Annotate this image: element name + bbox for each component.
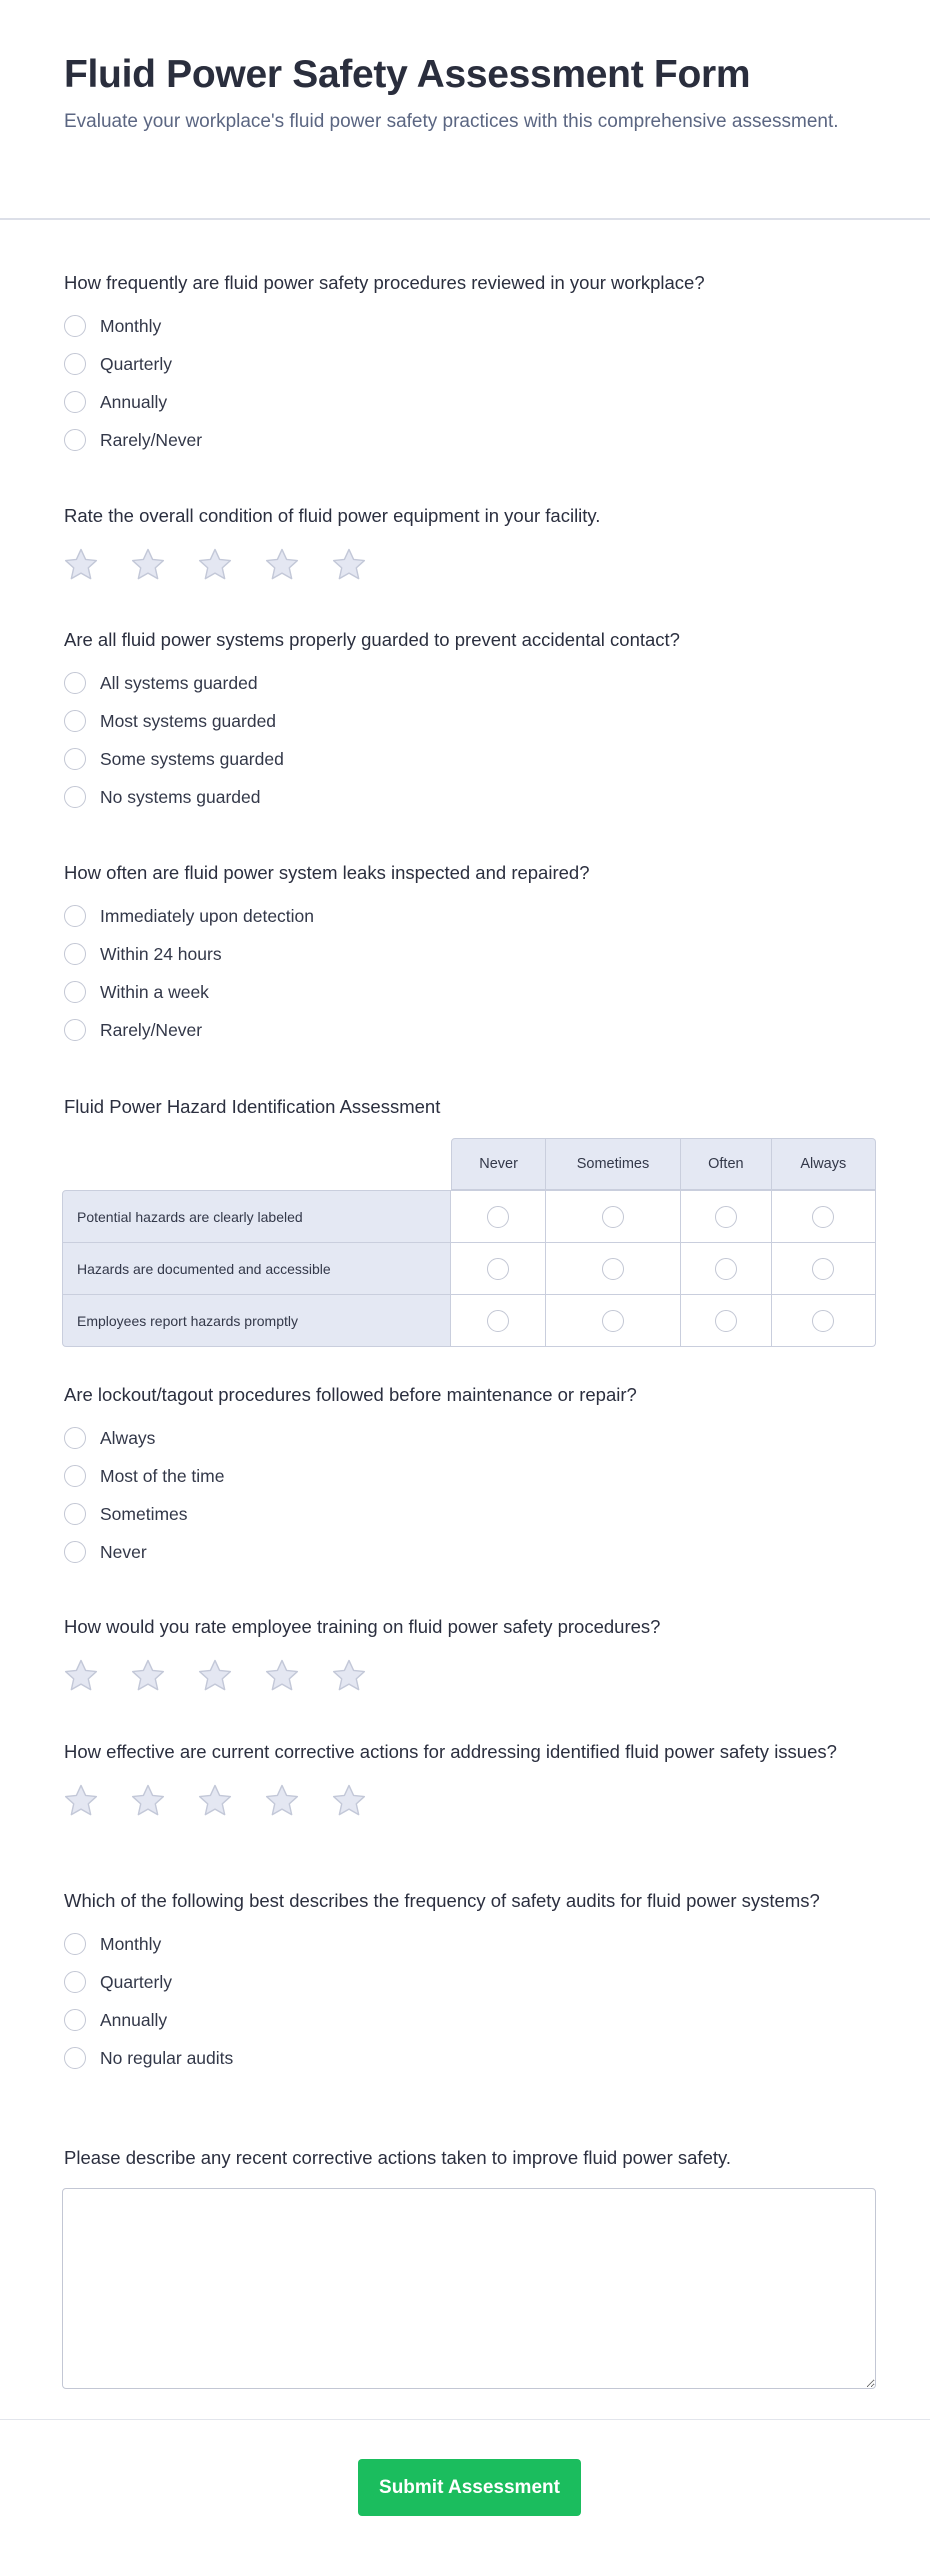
question-7 bbox=[64, 1614, 876, 1695]
matrix-cell bbox=[772, 1295, 876, 1347]
radio-button[interactable] bbox=[64, 1019, 86, 1041]
radio-option-label: Most of the time bbox=[100, 1465, 225, 1486]
radio-option-label: No regular audits bbox=[100, 2047, 234, 2068]
footer-divider bbox=[0, 2419, 930, 2420]
corrective-actions-textarea[interactable] bbox=[62, 2188, 876, 2389]
matrix-column-header: Often bbox=[681, 1138, 771, 1190]
radio-option-label: Within a week bbox=[100, 981, 209, 1002]
radio-button[interactable] bbox=[602, 1206, 624, 1228]
radio-option[interactable] bbox=[64, 973, 876, 1011]
radio-button[interactable] bbox=[64, 786, 86, 808]
radio-button[interactable] bbox=[812, 1206, 834, 1228]
radio-group bbox=[64, 1419, 876, 1571]
radio-button[interactable] bbox=[812, 1258, 834, 1280]
star-icon[interactable] bbox=[330, 1782, 368, 1820]
radio-button[interactable] bbox=[487, 1258, 509, 1280]
star-icon[interactable] bbox=[129, 546, 167, 584]
radio-button[interactable] bbox=[487, 1206, 509, 1228]
star-rating bbox=[64, 1657, 876, 1695]
star-icon[interactable] bbox=[196, 1657, 234, 1695]
radio-button[interactable] bbox=[812, 1310, 834, 1332]
radio-button[interactable] bbox=[715, 1206, 737, 1228]
radio-option[interactable] bbox=[64, 383, 876, 421]
matrix-column-header: Always bbox=[772, 1138, 876, 1190]
star-icon[interactable] bbox=[330, 1657, 368, 1695]
radio-option[interactable] bbox=[64, 702, 876, 740]
question-label: Are all fluid power systems properly guarded to prevent accidental contact? bbox=[64, 629, 680, 650]
question-1 bbox=[64, 270, 876, 459]
radio-option-label: Rarely/Never bbox=[100, 1019, 203, 1040]
star-rating bbox=[64, 546, 876, 584]
radio-option-label: Monthly bbox=[100, 315, 162, 336]
radio-button[interactable] bbox=[487, 1310, 509, 1332]
star-icon[interactable] bbox=[196, 546, 234, 584]
radio-button[interactable] bbox=[64, 943, 86, 965]
radio-button[interactable] bbox=[64, 1503, 86, 1525]
question-9 bbox=[64, 1888, 876, 2077]
radio-option[interactable] bbox=[64, 2001, 876, 2039]
question-label: Are lockout/tagout procedures followed before maintenance or repair? bbox=[64, 1384, 637, 1405]
radio-option[interactable] bbox=[64, 2039, 876, 2077]
question-8 bbox=[64, 1739, 876, 1820]
radio-button[interactable] bbox=[64, 429, 86, 451]
star-icon[interactable] bbox=[196, 1782, 234, 1820]
star-icon[interactable] bbox=[263, 546, 301, 584]
radio-option-label: Annually bbox=[100, 391, 168, 412]
radio-button[interactable] bbox=[64, 2047, 86, 2069]
radio-option-label: Always bbox=[100, 1427, 156, 1448]
radio-button[interactable] bbox=[602, 1310, 624, 1332]
radio-option[interactable] bbox=[64, 897, 876, 935]
radio-option-label: Within 24 hours bbox=[100, 943, 222, 964]
matrix-column-header: Sometimes bbox=[546, 1138, 681, 1190]
matrix-cell bbox=[451, 1295, 545, 1347]
radio-option-label: Annually bbox=[100, 2009, 168, 2030]
radio-option-label: Rarely/Never bbox=[100, 429, 203, 450]
radio-group bbox=[64, 307, 876, 459]
matrix-row-label: Employees report hazards promptly bbox=[62, 1295, 451, 1347]
matrix-cell bbox=[772, 1243, 876, 1295]
star-icon[interactable] bbox=[62, 1782, 100, 1820]
star-icon[interactable] bbox=[263, 1657, 301, 1695]
question-label: How often are fluid power system leaks inspected and repaired? bbox=[64, 862, 590, 883]
radio-button[interactable] bbox=[64, 315, 86, 337]
radio-option-label: Never bbox=[100, 1541, 147, 1562]
radio-option[interactable] bbox=[64, 1011, 876, 1049]
radio-option-label: Quarterly bbox=[100, 353, 172, 374]
matrix-header-row bbox=[62, 1138, 876, 1190]
star-icon[interactable] bbox=[129, 1782, 167, 1820]
radio-button[interactable] bbox=[715, 1258, 737, 1280]
star-icon[interactable] bbox=[129, 1657, 167, 1695]
matrix-cell bbox=[451, 1190, 545, 1243]
question-label: Which of the following best describes the frequency of safety audits for fluid power systems? bbox=[64, 1890, 820, 1911]
matrix-column-header: Never bbox=[451, 1138, 545, 1190]
matrix-row bbox=[62, 1243, 876, 1295]
star-icon[interactable] bbox=[62, 546, 100, 584]
form-header bbox=[0, 0, 930, 220]
matrix-cell bbox=[681, 1190, 771, 1243]
radio-option[interactable] bbox=[64, 1533, 876, 1571]
matrix-corner bbox=[62, 1138, 451, 1190]
question-4 bbox=[64, 860, 876, 1049]
radio-option[interactable] bbox=[64, 1419, 876, 1457]
radio-button[interactable] bbox=[64, 710, 86, 732]
radio-option[interactable] bbox=[64, 935, 876, 973]
radio-option[interactable] bbox=[64, 307, 876, 345]
radio-button[interactable] bbox=[715, 1310, 737, 1332]
radio-option-label: Some systems guarded bbox=[100, 748, 284, 769]
question-label: How effective are current corrective actions for addressing identified fluid power safety issues? bbox=[64, 1741, 837, 1762]
radio-button[interactable] bbox=[64, 981, 86, 1003]
radio-option[interactable] bbox=[64, 664, 876, 702]
radio-button[interactable] bbox=[64, 1971, 86, 1993]
radio-option[interactable] bbox=[64, 1963, 876, 2001]
matrix-cell bbox=[451, 1243, 545, 1295]
radio-group bbox=[64, 664, 876, 816]
radio-button[interactable] bbox=[64, 391, 86, 413]
matrix-row bbox=[62, 1190, 876, 1243]
page-subtitle: Evaluate your workplace's fluid power safety practices with this comprehensive assessment. bbox=[64, 111, 839, 132]
submit-assessment-button[interactable]: Submit Assessment bbox=[358, 2459, 581, 2516]
radio-button[interactable] bbox=[64, 353, 86, 375]
matrix-cell bbox=[546, 1190, 681, 1243]
radio-button[interactable] bbox=[64, 905, 86, 927]
radio-option[interactable] bbox=[64, 740, 876, 778]
question-6 bbox=[64, 1382, 876, 1571]
radio-button[interactable] bbox=[64, 2009, 86, 2031]
radio-option-label: Quarterly bbox=[100, 1971, 172, 1992]
radio-option-label: No systems guarded bbox=[100, 786, 261, 807]
question-10 bbox=[64, 2145, 876, 2389]
radio-group bbox=[64, 897, 876, 1049]
matrix-cell bbox=[681, 1243, 771, 1295]
matrix-row-label: Potential hazards are clearly labeled bbox=[62, 1190, 451, 1243]
question-label: Fluid Power Hazard Identification Assessment bbox=[64, 1096, 441, 1117]
matrix-row bbox=[62, 1295, 876, 1347]
radio-option-label: Sometimes bbox=[100, 1503, 188, 1524]
question-5 bbox=[64, 1094, 876, 1347]
radio-button[interactable] bbox=[64, 748, 86, 770]
radio-option-label: Most systems guarded bbox=[100, 710, 277, 731]
matrix-table bbox=[62, 1138, 876, 1347]
radio-button[interactable] bbox=[64, 1465, 86, 1487]
star-icon[interactable] bbox=[62, 1657, 100, 1695]
question-label: Rate the overall condition of fluid power equipment in your facility. bbox=[64, 505, 601, 526]
star-icon[interactable] bbox=[263, 1782, 301, 1820]
radio-button[interactable] bbox=[64, 1933, 86, 1955]
matrix-cell bbox=[546, 1295, 681, 1347]
radio-option-label: Monthly bbox=[100, 1933, 162, 1954]
radio-button[interactable] bbox=[602, 1258, 624, 1280]
question-label: How would you rate employee training on fluid power safety procedures? bbox=[64, 1616, 661, 1637]
matrix-row-label: Hazards are documented and accessible bbox=[62, 1243, 451, 1295]
star-rating bbox=[64, 1782, 876, 1820]
radio-option[interactable] bbox=[64, 1925, 876, 1963]
matrix-cell bbox=[546, 1243, 681, 1295]
radio-option[interactable] bbox=[64, 1457, 876, 1495]
radio-option[interactable] bbox=[64, 778, 876, 816]
radio-option-label: Immediately upon detection bbox=[100, 905, 315, 926]
radio-option[interactable] bbox=[64, 1495, 876, 1533]
question-label: Please describe any recent corrective actions taken to improve fluid power safety. bbox=[64, 2147, 732, 2168]
radio-group bbox=[64, 1925, 876, 2077]
radio-button[interactable] bbox=[64, 1427, 86, 1449]
page-title: Fluid Power Safety Assessment Form bbox=[64, 53, 751, 96]
radio-button[interactable] bbox=[64, 1541, 86, 1563]
star-icon[interactable] bbox=[330, 546, 368, 584]
question-2 bbox=[64, 503, 876, 584]
radio-button[interactable] bbox=[64, 672, 86, 694]
matrix-cell bbox=[772, 1190, 876, 1243]
question-label: How frequently are fluid power safety procedures reviewed in your workplace? bbox=[64, 272, 705, 293]
matrix-cell bbox=[681, 1295, 771, 1347]
radio-option-label: All systems guarded bbox=[100, 672, 258, 693]
radio-option[interactable] bbox=[64, 345, 876, 383]
radio-option[interactable] bbox=[64, 421, 876, 459]
question-3 bbox=[64, 627, 876, 816]
